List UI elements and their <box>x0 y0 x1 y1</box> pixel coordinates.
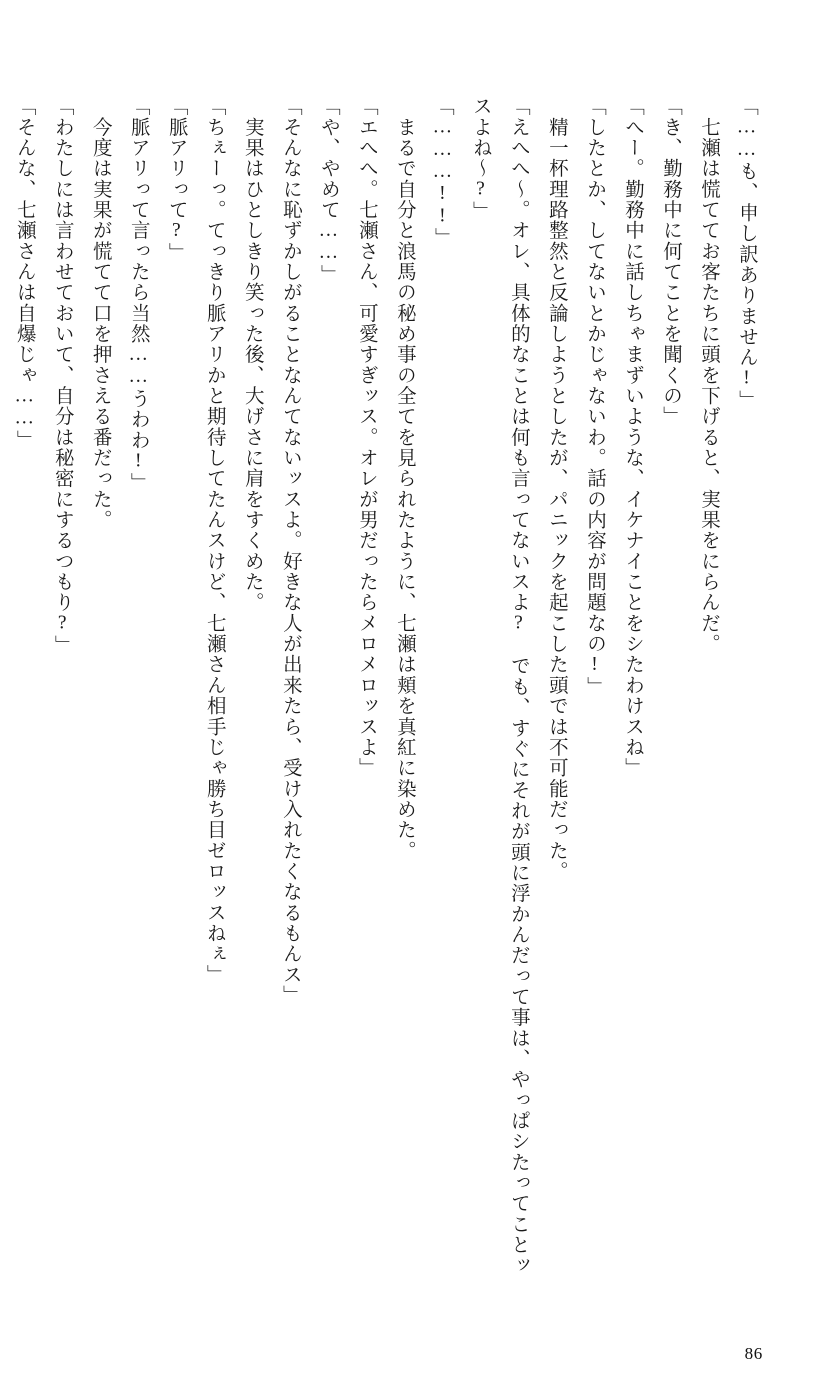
text-line: 「き、勤務中に何てことを聞くの」 <box>659 96 681 427</box>
vertical-text-body <box>13 96 765 1286</box>
text-line: 七瀬は慌ててお客たちに頭を下げると、実果をにらんだ。 <box>697 96 719 655</box>
text-line: 精一杯理路整然と反論しようとしたが、パニックを起こした頭では不可能だった。 <box>545 96 567 882</box>
text-line: 「そんな、七瀬さんは自爆じゃ……」 <box>13 96 35 451</box>
page-number: 86 <box>744 1344 763 1363</box>
text-line: 「したとか、してないとかじゃないわ。話の内容が問題なの!」 <box>583 96 605 697</box>
text-line: 「ちぇーっ。てっきり脈アリかと期待してたんスけど、七瀬さん相手じゃ勝ち目ゼロッスねぇ」 <box>203 96 225 985</box>
text-line: 「や、やめて……」 <box>317 96 339 286</box>
text-line: 実果はひとしきり笑った後、大げさに肩をすくめた。 <box>241 96 263 613</box>
text-line: 「脈アリって?」 <box>165 96 187 263</box>
text-line: 「へー。勤務中に話しちゃまずいような、イケナイことをシたわけスね」 <box>621 96 643 779</box>
text-line: まるで自分と浪馬の秘め事の全てを見られたように、七瀬は頬を真紅に染めた。 <box>393 96 415 861</box>
text-line: 「……も、申し訳ありません!」 <box>736 96 757 411</box>
text-line: 「そんなに恥ずかしがることなんてないッスよ。好きな人が出来たら、受け入れたくなるもんス」 <box>279 96 301 1006</box>
text-line: 「エへへ。七瀬さん、可愛すぎッス。オレが男だったらメロメロッスよ」 <box>355 96 377 779</box>
text-line: 今度は実果が慌てて口を押さえる番だった。 <box>89 96 111 531</box>
text-line: 「脈アリって言ったら当然……うわわ!」 <box>127 96 149 494</box>
text-line: 「わたしには言わせておいて、自分は秘密にするつもり?」 <box>51 96 73 656</box>
text-line: 「えへへ〜。オレ、具体的なことは何も言ってないスよ? でも、すぐにそれが頭に浮かんだって事は、やっぱシたってことッスよね〜?」 <box>469 96 529 1276</box>
text-line: 「………!!」 <box>431 96 453 249</box>
